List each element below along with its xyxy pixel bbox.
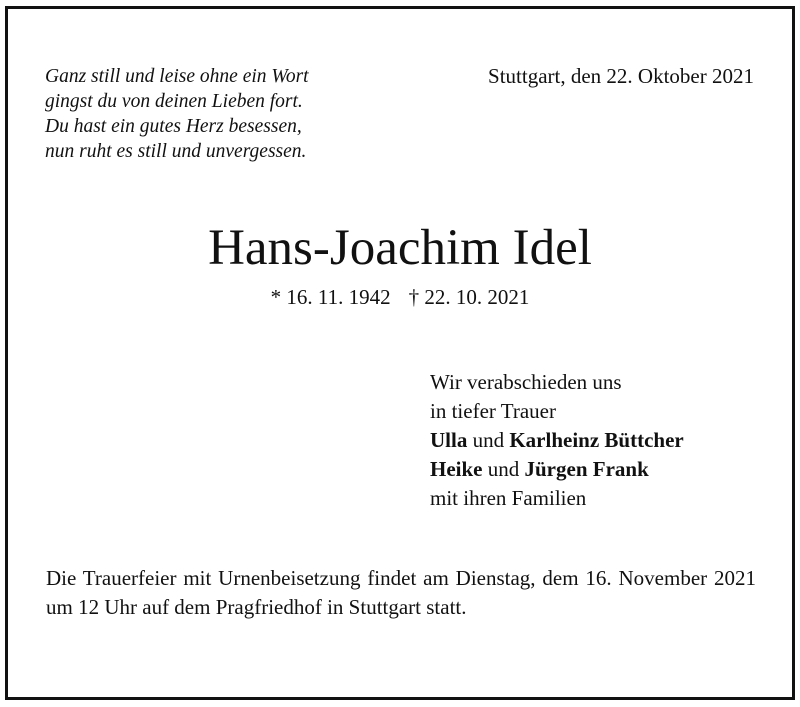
mourners-intro-line: in tiefer Trauer — [430, 399, 556, 423]
mourner-couple — [430, 455, 684, 484]
mourner-name: Jürgen Frank — [524, 457, 649, 481]
life-dates — [0, 284, 800, 310]
place-and-date: Stuttgart, den 22. Oktober 2021 — [488, 64, 754, 88]
mourner-name: Heike — [430, 457, 483, 481]
mourners-intro-line: Wir verabschieden uns — [430, 370, 622, 394]
mourner-connector: und — [487, 457, 520, 481]
poem — [45, 64, 309, 164]
mourner-couple — [430, 426, 684, 455]
poem-line: nun ruht es still und unvergessen. — [45, 141, 307, 162]
mourners-outro-line: mit ihren Familien — [430, 486, 587, 510]
mourner-name: Ulla — [430, 428, 468, 452]
mourner-name: Karlheinz Büttcher — [509, 428, 684, 452]
birth-date: * 16. 11. 1942 — [270, 285, 391, 309]
mourners-block — [430, 368, 684, 513]
poem-line: Du hast ein gutes Herz besessen, — [45, 116, 302, 137]
mourner-connector: und — [472, 428, 505, 452]
ceremony-announcement: Die Trauerfeier mit Urnenbeisetzung findet am Dienstag, dem 16. November 2021 um 12 Uhr auf dem Pragfriedhof in Stuttgart statt. — [46, 566, 756, 619]
poem-line: gingst du von deinen Lieben fort. — [45, 91, 303, 112]
death-date: † 22. 10. 2021 — [408, 285, 530, 309]
poem-line: Ganz still und leise ohne ein Wort — [45, 66, 309, 87]
deceased-name: Hans-Joachim Idel — [208, 220, 592, 276]
